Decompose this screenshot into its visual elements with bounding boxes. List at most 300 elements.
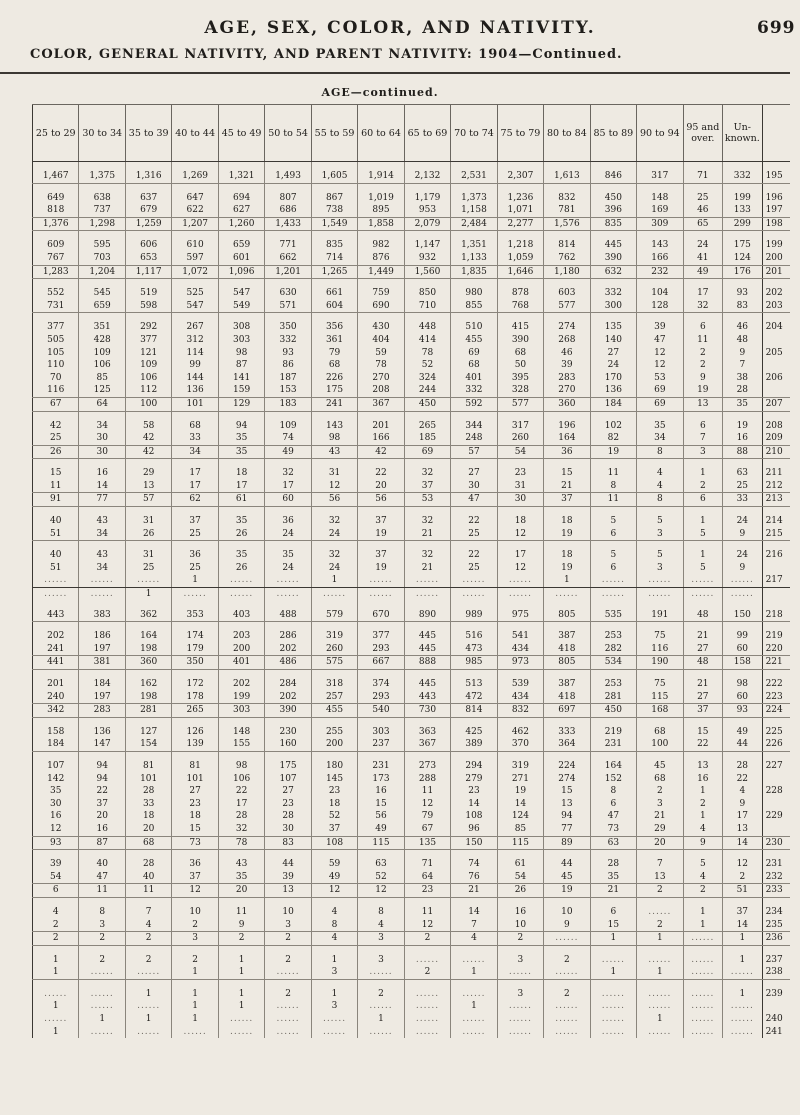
table-cell: 1: [590, 932, 636, 946]
table-cell: 158: [33, 726, 79, 739]
table-cell: 6: [590, 798, 636, 811]
table-cell: ......: [683, 966, 723, 979]
table-cell: 832: [497, 704, 543, 718]
table-cell: 129: [218, 397, 264, 411]
spacer-row: [33, 541, 791, 550]
table-cell: 68: [637, 773, 683, 786]
table-cell: ......: [311, 1013, 357, 1026]
spacer-cell: [544, 411, 590, 420]
line-number: 228: [762, 785, 790, 798]
table-cell: 115: [358, 836, 404, 850]
table-cell: 12: [358, 884, 404, 898]
table-cell: 11: [79, 884, 125, 898]
table-cell: ......: [683, 1013, 723, 1026]
table-cell: 3: [683, 445, 723, 459]
table-cell: 23: [404, 884, 450, 898]
table-cell: 1: [723, 932, 763, 946]
table-cell: 140: [590, 334, 636, 347]
table-cell: 34: [637, 432, 683, 445]
table-cell: 73: [172, 836, 218, 850]
spacer-cell: [683, 622, 723, 631]
table-cell: 30: [497, 493, 543, 507]
table-cell: 33: [723, 493, 763, 507]
table-cell: 16: [358, 785, 404, 798]
table-cell: 694: [218, 192, 264, 205]
spacer-cell: [311, 945, 357, 954]
table-cell: 781: [544, 204, 590, 217]
table-cell: 18: [497, 515, 543, 528]
table-cell: 47: [79, 871, 125, 884]
spacer-cell: [590, 979, 636, 988]
spacer-cell: [497, 507, 543, 516]
spacer-row: [33, 979, 791, 988]
table-cell: 4: [125, 919, 171, 932]
table-cell: 659: [79, 300, 125, 313]
spacer-cell: [723, 507, 763, 516]
table-cell: 539: [497, 678, 543, 691]
table-cell: 814: [451, 704, 497, 718]
table-cell: 317: [497, 420, 543, 433]
table-cell: 690: [358, 300, 404, 313]
table-cell: 175: [723, 239, 763, 252]
spacer-cell: [358, 945, 404, 954]
spacer-cell: [172, 183, 218, 192]
table-cell: 21: [637, 810, 683, 823]
spacer-cell: [172, 979, 218, 988]
table-cell: 2: [265, 954, 311, 967]
table-cell: 516: [451, 630, 497, 643]
table-cell: 76: [451, 871, 497, 884]
table-cell: 577: [497, 397, 543, 411]
spacer-cell: [762, 507, 790, 516]
table-cell: 68: [311, 359, 357, 372]
column-header: 50 to 54: [265, 105, 311, 162]
table-row: [33, 871, 791, 884]
table-cell: ......: [265, 574, 311, 587]
table-cell: 762: [544, 252, 590, 265]
table-cell: ......: [33, 988, 79, 1001]
spacer-cell: [762, 850, 790, 859]
table-cell: 1,147: [404, 239, 450, 252]
table-cell: 1,321: [218, 170, 264, 183]
table-cell: 19: [723, 420, 763, 433]
table-cell: 286: [265, 630, 311, 643]
table-cell: 136: [590, 384, 636, 397]
table-cell: 1: [451, 1000, 497, 1013]
spacer-cell: [683, 411, 723, 420]
table-cell: 150: [451, 836, 497, 850]
line-number: 239: [762, 988, 790, 1001]
table-cell: 2: [544, 988, 590, 1001]
table-cell: 598: [125, 300, 171, 313]
table-cell: 94: [544, 810, 590, 823]
table-cell: 377: [33, 321, 79, 334]
table-cell: 25: [33, 432, 79, 445]
table-cell: 147: [79, 738, 125, 751]
table-cell: 24: [723, 549, 763, 562]
spacer-cell: [358, 507, 404, 516]
table-cell: 43: [218, 858, 264, 871]
table-cell: 21: [451, 884, 497, 898]
table-cell: 2: [723, 871, 763, 884]
spacer-cell: [33, 601, 79, 609]
table-cell: 63: [590, 836, 636, 850]
spacer-cell: [762, 541, 790, 550]
line-number: 221: [762, 656, 790, 670]
table-cell: 101: [172, 773, 218, 786]
spacer-cell: [358, 897, 404, 906]
table-cell: 9: [723, 347, 763, 360]
column-header: 55 to 59: [311, 105, 357, 162]
table-cell: 17: [218, 798, 264, 811]
table-cell: ......: [590, 954, 636, 967]
spacer-cell: [79, 183, 125, 192]
table-cell: 2: [79, 954, 125, 967]
table-cell: 547: [218, 287, 264, 300]
table-cell: 1: [683, 810, 723, 823]
table-cell: 2: [265, 988, 311, 1001]
table-cell: 93: [33, 836, 79, 850]
spacer-cell: [218, 622, 264, 631]
table-cell: 78: [404, 347, 450, 360]
table-cell: 241: [311, 397, 357, 411]
spacer-cell: [218, 507, 264, 516]
table-cell: 303: [218, 334, 264, 347]
table-row: [33, 467, 791, 480]
table-cell: 3: [637, 798, 683, 811]
table-cell: ......: [723, 1026, 763, 1039]
table-cell: 428: [79, 334, 125, 347]
spacer-cell: [125, 670, 171, 679]
table-cell: 535: [590, 609, 636, 622]
spacer-cell: [125, 459, 171, 468]
spacer-cell: [762, 622, 790, 631]
table-cell: ......: [79, 588, 125, 601]
table-cell: 185: [404, 432, 450, 445]
table-cell: 24: [590, 359, 636, 372]
spacer-cell: [544, 459, 590, 468]
running-title: AGE, SEX, COLOR, AND NATIVITY.: [204, 18, 596, 38]
table-cell: 68: [497, 347, 543, 360]
line-number: 216: [762, 549, 790, 562]
table-cell: 198: [125, 691, 171, 704]
table-cell: 248: [451, 432, 497, 445]
spacer-cell: [125, 541, 171, 550]
table-cell: 135: [590, 321, 636, 334]
table-cell: 37: [311, 823, 357, 836]
table-cell: 68: [451, 359, 497, 372]
table-cell: 37: [79, 798, 125, 811]
spacer-cell: [637, 183, 683, 192]
line-number: 230: [762, 836, 790, 850]
table-cell: 14: [723, 919, 763, 932]
table-cell: 350: [265, 321, 311, 334]
spacer-cell: [79, 507, 125, 516]
table-cell: 124: [723, 252, 763, 265]
table-cell: 318: [311, 678, 357, 691]
table-cell: 142: [33, 773, 79, 786]
table-cell: 876: [358, 252, 404, 265]
table-cell: ......: [590, 1026, 636, 1039]
table-cell: 14: [451, 798, 497, 811]
table-cell: 9: [683, 372, 723, 385]
table-cell: 37: [404, 480, 450, 493]
table-cell: 5: [683, 528, 723, 541]
spacer-cell: [544, 979, 590, 988]
spacer-cell: [451, 622, 497, 631]
spacer-cell: [762, 411, 790, 420]
table-row: [33, 656, 791, 670]
line-number: 229: [762, 810, 790, 823]
spacer-cell: [218, 670, 264, 679]
table-cell: 8: [590, 480, 636, 493]
table-row: [33, 823, 791, 836]
spacer-cell: [683, 945, 723, 954]
table-cell: 1: [218, 988, 264, 1001]
table-cell: 35: [590, 871, 636, 884]
line-number: 214: [762, 515, 790, 528]
line-number: 226: [762, 738, 790, 751]
spacer-cell: [79, 601, 125, 609]
table-cell: 1: [683, 906, 723, 919]
table-cell: 3: [637, 562, 683, 575]
spacer-cell: [497, 541, 543, 550]
table-cell: 60: [723, 643, 763, 656]
spacer-cell: [590, 279, 636, 288]
table-cell: 455: [451, 334, 497, 347]
table-row: [33, 287, 791, 300]
table-cell: ......: [637, 1000, 683, 1013]
spacer-cell: [311, 979, 357, 988]
table-cell: 77: [544, 823, 590, 836]
table-cell: 17: [218, 480, 264, 493]
table-cell: 79: [404, 810, 450, 823]
table-cell: ......: [637, 574, 683, 587]
table-cell: 36: [265, 515, 311, 528]
table-cell: 1,059: [497, 252, 543, 265]
table-cell: 81: [125, 760, 171, 773]
line-number: 213: [762, 493, 790, 507]
table-cell: 2,307: [497, 170, 543, 183]
table-row: [33, 265, 791, 279]
table-cell: 75: [637, 630, 683, 643]
table-cell: 13: [544, 798, 590, 811]
spacer-row: [33, 183, 791, 192]
table-cell: 53: [404, 493, 450, 507]
table-cell: 85: [497, 823, 543, 836]
table-cell: 1: [172, 988, 218, 1001]
table-cell: 107: [33, 760, 79, 773]
spacer-row: [33, 751, 791, 760]
spacer-cell: [497, 945, 543, 954]
table-cell: 158: [723, 656, 763, 670]
table-cell: 575: [311, 656, 357, 670]
table-cell: 12: [311, 884, 357, 898]
table-cell: 697: [544, 704, 590, 718]
table-row: [33, 884, 791, 898]
spacer-cell: [762, 601, 790, 609]
spacer-cell: [723, 411, 763, 420]
table-cell: 850: [404, 287, 450, 300]
table-cell: 44: [265, 858, 311, 871]
table-cell: 2,484: [451, 217, 497, 231]
table-cell: 2: [637, 919, 683, 932]
table-cell: 50: [497, 359, 543, 372]
table-cell: ......: [451, 988, 497, 1001]
table-cell: 2: [683, 480, 723, 493]
table-cell: 42: [33, 420, 79, 433]
table-cell: ......: [683, 932, 723, 946]
table-cell: 23: [497, 467, 543, 480]
table-cell: 166: [358, 432, 404, 445]
spacer-cell: [218, 850, 264, 859]
table-cell: 94: [79, 760, 125, 773]
table-cell: 70: [33, 372, 79, 385]
table-cell: 101: [172, 397, 218, 411]
column-header: 70 to 74: [451, 105, 497, 162]
spacer-cell: [79, 717, 125, 726]
spacer-cell: [358, 411, 404, 420]
spacer-cell: [451, 979, 497, 988]
spacer-cell: [125, 601, 171, 609]
table-cell: 2: [683, 359, 723, 372]
table-cell: 16: [723, 432, 763, 445]
table-cell: 659: [218, 239, 264, 252]
table-cell: ......: [33, 1013, 79, 1026]
spacer-cell: [544, 507, 590, 516]
table-cell: 114: [172, 347, 218, 360]
spacer-cell: [544, 945, 590, 954]
line-number: 212: [762, 480, 790, 493]
table-cell: 1: [172, 1000, 218, 1013]
table-cell: 1,218: [497, 239, 543, 252]
table-cell: 835: [590, 217, 636, 231]
spacer-row: [33, 313, 791, 322]
table-row: [33, 445, 791, 459]
table-cell: 18: [544, 515, 590, 528]
spacer-cell: [497, 162, 543, 171]
table-row: [33, 574, 791, 587]
table-cell: 308: [218, 321, 264, 334]
table-cell: 85: [79, 372, 125, 385]
table-row: [33, 738, 791, 751]
column-header: 80 to 84: [544, 105, 590, 162]
line-number: 203: [762, 300, 790, 313]
spacer-cell: [637, 541, 683, 550]
spacer-cell: [762, 231, 790, 240]
table-cell: ......: [265, 966, 311, 979]
table-row: [33, 932, 791, 946]
table-cell: ......: [451, 1026, 497, 1039]
table-cell: 5: [590, 549, 636, 562]
table-cell: 513: [451, 678, 497, 691]
table-cell: 47: [451, 493, 497, 507]
table-cell: 1,605: [311, 170, 357, 183]
spacer-cell: [33, 231, 79, 240]
table-cell: 333: [544, 726, 590, 739]
table-cell: 51: [33, 528, 79, 541]
spacer-cell: [404, 231, 450, 240]
table-cell: 78: [358, 359, 404, 372]
table-cell: 20: [637, 836, 683, 850]
table-cell: 577: [544, 300, 590, 313]
spacer-cell: [683, 897, 723, 906]
table-cell: 32: [218, 823, 264, 836]
table-cell: 293: [358, 691, 404, 704]
column-header: 45 to 49: [218, 105, 264, 162]
table-row: [33, 906, 791, 919]
spacer-cell: [723, 279, 763, 288]
table-cell: 100: [125, 397, 171, 411]
table-cell: 15: [358, 798, 404, 811]
spacer-cell: [33, 183, 79, 192]
table-cell: 260: [497, 432, 543, 445]
spacer-cell: [218, 897, 264, 906]
table-cell: 6: [683, 420, 723, 433]
table-cell: 27: [265, 785, 311, 798]
table-cell: 2: [172, 919, 218, 932]
table-cell: 10: [497, 919, 543, 932]
spacer-cell: [451, 459, 497, 468]
spacer-cell: [311, 622, 357, 631]
table-cell: ......: [404, 1013, 450, 1026]
spacer-cell: [33, 850, 79, 859]
table-cell: 3: [358, 932, 404, 946]
spacer-cell: [358, 313, 404, 322]
table-cell: 8: [311, 919, 357, 932]
spacer-cell: [683, 507, 723, 516]
table-cell: 164: [544, 432, 590, 445]
spacer-cell: [497, 897, 543, 906]
table-cell: 184: [590, 397, 636, 411]
table-cell: 1: [125, 988, 171, 1001]
page-number: 699: [757, 18, 796, 38]
table-cell: 15: [544, 785, 590, 798]
table-cell: 1: [125, 588, 171, 601]
spacer-cell: [590, 541, 636, 550]
spacer-row: [33, 897, 791, 906]
table-cell: 9: [218, 919, 264, 932]
table-cell: ......: [172, 588, 218, 601]
table-cell: 25: [683, 192, 723, 205]
spacer-cell: [404, 313, 450, 322]
table-cell: 48: [683, 656, 723, 670]
table-cell: 807: [265, 192, 311, 205]
spacer-cell: [404, 279, 450, 288]
spacer-cell: [451, 601, 497, 609]
table-cell: 441: [33, 656, 79, 670]
table-cell: 56: [311, 493, 357, 507]
table-cell: 1: [79, 1013, 125, 1026]
spacer-cell: [683, 279, 723, 288]
table-cell: 19: [544, 884, 590, 898]
table-cell: 159: [218, 384, 264, 397]
table-cell: ......: [79, 1026, 125, 1039]
spacer-cell: [172, 162, 218, 171]
table-row: [33, 609, 791, 622]
table-cell: 23: [172, 798, 218, 811]
table-cell: 1,283: [33, 265, 79, 279]
table-cell: 127: [125, 726, 171, 739]
spacer-cell: [33, 670, 79, 679]
table-cell: 649: [33, 192, 79, 205]
table-cell: 26: [125, 528, 171, 541]
spacer-cell: [762, 279, 790, 288]
spacer-cell: [311, 897, 357, 906]
table-cell: 71: [404, 858, 450, 871]
table-cell: 52: [358, 871, 404, 884]
table-cell: ......: [265, 588, 311, 601]
